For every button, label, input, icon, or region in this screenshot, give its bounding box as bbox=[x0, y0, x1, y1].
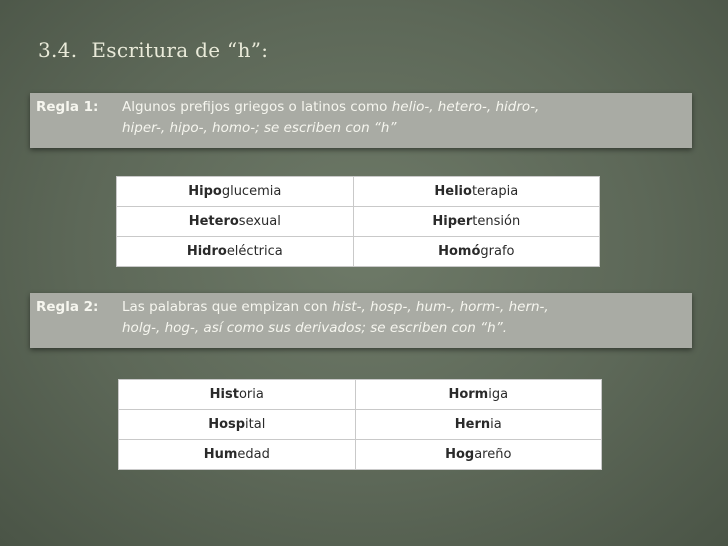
title-text: Escritura de “h”: bbox=[91, 38, 269, 62]
table-cell: Helioterapia bbox=[353, 177, 599, 207]
table-row bbox=[119, 380, 602, 410]
slide-title bbox=[38, 38, 268, 62]
rule-2-box bbox=[30, 293, 692, 348]
table-row bbox=[119, 410, 602, 440]
table-cell: Hogareño bbox=[355, 440, 601, 470]
table-cell: Heterosexual bbox=[117, 207, 354, 237]
table-row bbox=[119, 440, 602, 470]
rule-2-text-a: Las palabras que empizan con bbox=[122, 299, 332, 315]
table-cell: Hormiga bbox=[355, 380, 601, 410]
rule-1-label: Regla 1: bbox=[36, 99, 99, 115]
section-number: 3.4. bbox=[38, 38, 78, 62]
table-cell: Hospital bbox=[119, 410, 356, 440]
rule-2-text-2: holg-, hog-, así como sus derivados; se escriben con “h”. bbox=[122, 320, 507, 336]
rule-2-label: Regla 2: bbox=[36, 299, 99, 315]
table-row bbox=[117, 237, 600, 267]
table-cell: Hidroeléctrica bbox=[117, 237, 354, 267]
examples-table-2 bbox=[118, 379, 602, 470]
table-row bbox=[117, 177, 600, 207]
table-row bbox=[117, 207, 600, 237]
table-cell: Historia bbox=[119, 380, 356, 410]
rule-1-prefixes: helio-, hetero-, hidro-, bbox=[391, 99, 540, 115]
table-cell: Humedad bbox=[119, 440, 356, 470]
table-cell: Hipoglucemia bbox=[117, 177, 354, 207]
table-cell: Homógrafo bbox=[353, 237, 599, 267]
rule-1-text-a: Algunos prefijos griegos o latinos como bbox=[122, 99, 392, 115]
rule-1-box bbox=[30, 93, 692, 148]
rule-1-text-2: hiper-, hipo-, homo-; se escriben con “h” bbox=[122, 120, 397, 136]
examples-table-1 bbox=[116, 176, 600, 267]
table-cell: Hernia bbox=[355, 410, 601, 440]
table-cell: Hipertensión bbox=[353, 207, 599, 237]
rule-2-prefixes: hist-, hosp-, hum-, horm-, hern-, bbox=[331, 299, 549, 315]
